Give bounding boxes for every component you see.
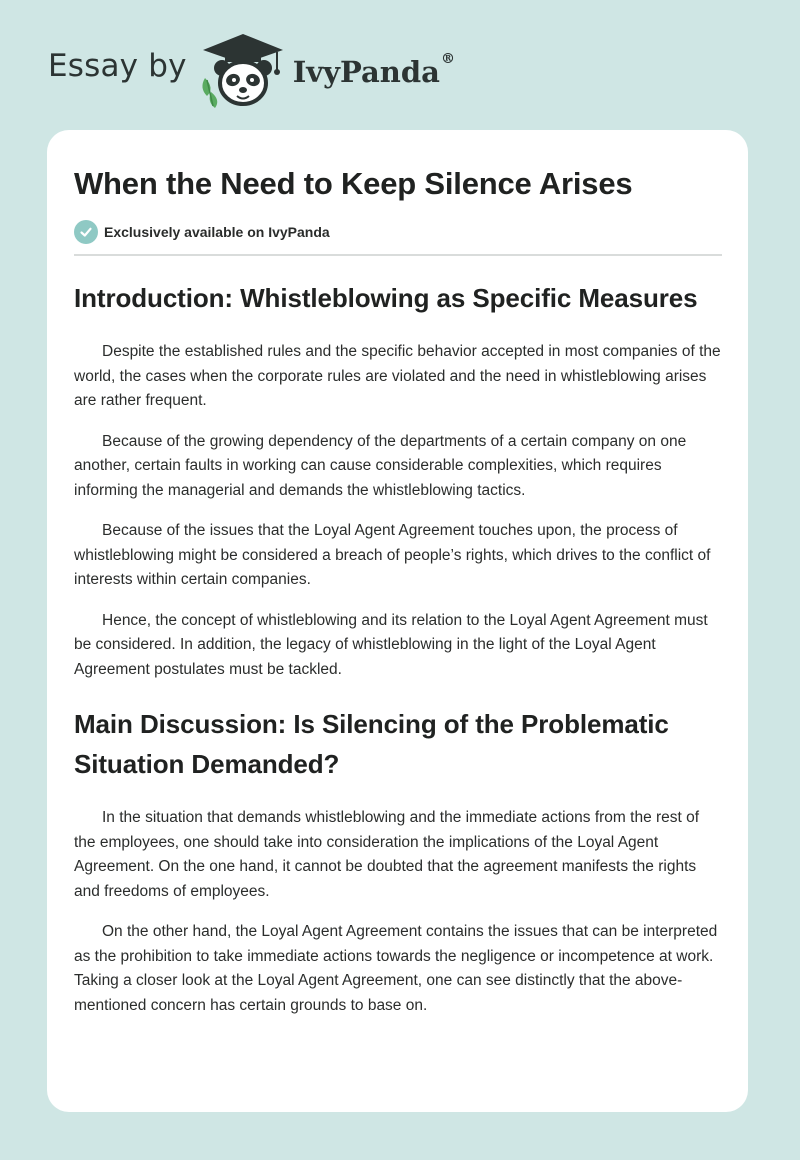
badge-text: Exclusively available on IvyPanda <box>104 224 330 240</box>
paragraph: Because of the growing dependency of the departments of a certain company on one another, certain faults in working can cause considerable complexities, which requires informing the managerial and demands the whistleblowing tactics. <box>74 432 687 499</box>
paragraph: Because of the issues that the Loyal Agent Agreement touches upon, the process of whistleblowing might be considered a breach of people’s rights, which drives to the conflict of interests within certain companies. <box>74 522 711 588</box>
title-divider <box>74 254 722 256</box>
brand-name[interactable] <box>292 51 455 89</box>
paragraph: Hence, the concept of whistleblowing and its relation to the Loyal Agent Agreement must be considered. In addition, the legacy of whistleblowing in the light of the Loyal Agent Agreement postulates must be tackled. <box>74 611 708 678</box>
essay-card <box>47 130 748 1112</box>
registered-mark: ® <box>440 51 455 67</box>
check-icon <box>74 220 98 244</box>
brand-prefix: Essay by <box>48 48 187 84</box>
paragraph: Despite the established rules and the specific behavior accepted in most companies of the world, the cases when the corporate rules are violated and the need in whistleblowing arises are rather frequent. <box>74 343 721 409</box>
section-heading: Introduction: Whistleblowing as Specific Measures <box>74 283 698 313</box>
panda-graduate-logo-icon[interactable] <box>197 30 289 110</box>
essay-title: When the Need to Keep Silence Arises <box>74 166 633 201</box>
section-main-discussion <box>74 704 722 1018</box>
exclusive-badge <box>74 218 722 246</box>
brand-name-text: IvyPanda <box>292 55 440 89</box>
paragraph: In the situation that demands whistleblowing and the immediate actions from the rest of the employees, one should take into consideration the implications of the Loyal Agent Agreement. On the one hand, it cannot be doubted that the agreement manifests the rights and freedoms of employees. <box>74 809 700 900</box>
paragraph: On the other hand, the Loyal Agent Agreement contains the issues that can be interpreted as the prohibition to take immediate actions towards the negligence or incompetence at work. Taking a closer look at the Loyal Agent Agreement, one can see distinctly that the above-mentioned concern has certain grounds to base on. <box>74 923 718 1014</box>
section-introduction <box>74 278 722 682</box>
section-heading: Main Discussion: Is Silencing of the Problematic Situation Demanded? <box>74 709 669 779</box>
brand-header <box>48 30 455 110</box>
